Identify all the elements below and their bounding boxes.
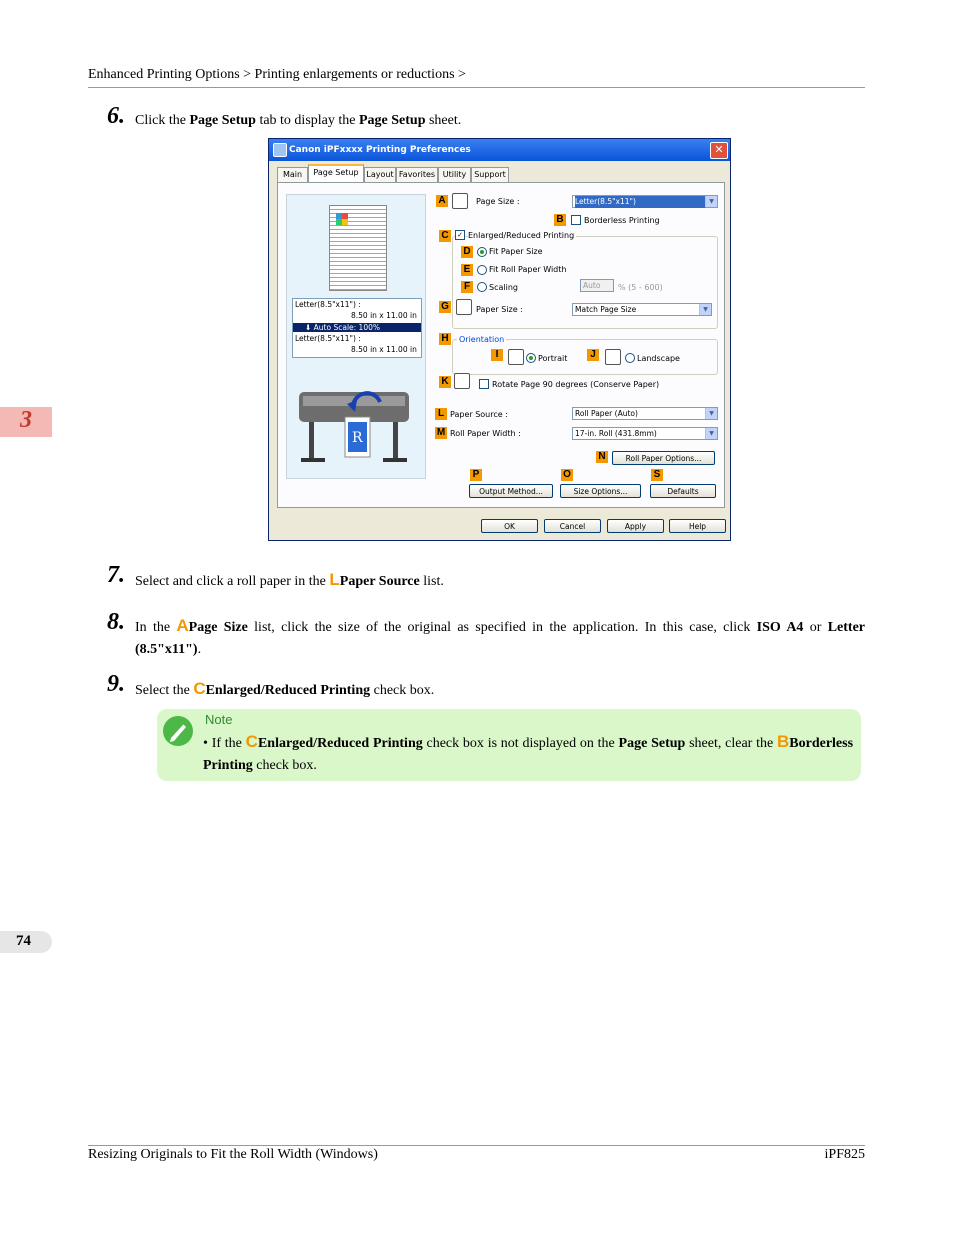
- page-preview: [329, 205, 387, 291]
- callout-letter: C: [245, 732, 258, 751]
- step-text: [135, 569, 444, 593]
- printer-illustration: [295, 372, 417, 472]
- text: In the: [135, 620, 177, 635]
- enlarged-reduced-checkbox[interactable]: ✓: [455, 230, 465, 240]
- output-method-button[interactable]: Output Method...: [469, 484, 553, 498]
- callout-b: B: [554, 214, 566, 226]
- term: Enlarged/Reduced Printing: [205, 683, 371, 698]
- chevron-down-icon: ▼: [705, 196, 717, 207]
- step-number: 6.: [107, 103, 125, 129]
- callout-d: D: [461, 246, 473, 258]
- text: check box.: [370, 683, 435, 698]
- page-number-tab: [0, 931, 52, 953]
- footer-section-title: Resizing Originals to Fit the Roll Width (Windows): [88, 1147, 378, 1162]
- text: sheet, clear the: [685, 736, 777, 751]
- text: list.: [419, 574, 444, 589]
- text: sheet.: [425, 113, 462, 128]
- fit-paper-size-label: Fit Paper Size: [489, 247, 543, 256]
- term: Enlarged/Reduced Printing: [257, 736, 423, 751]
- note-title: Note: [205, 712, 233, 727]
- callout-c: C: [439, 230, 451, 242]
- preview-area: [286, 194, 426, 479]
- portrait-icon: [508, 349, 524, 365]
- chapter-tab: [0, 407, 52, 437]
- fit-roll-width-label: Fit Roll Paper Width: [489, 265, 567, 274]
- roll-width-label: Roll Paper Width :: [450, 429, 521, 438]
- roll-paper-options-button[interactable]: Roll Paper Options...: [612, 451, 715, 465]
- term: Letter (8.5"x11"): [135, 620, 866, 657]
- term: Page Setup: [189, 113, 256, 128]
- auto-scale-label: [293, 323, 421, 332]
- rotate-checkbox[interactable]: [479, 379, 489, 389]
- note-box: [157, 709, 861, 781]
- text: If the: [211, 736, 246, 751]
- callout-g: G: [439, 301, 451, 313]
- callout-s: S: [651, 469, 663, 481]
- page-number: 74: [16, 933, 31, 949]
- borderless-checkbox[interactable]: [571, 215, 581, 225]
- header-divider: [88, 87, 865, 88]
- term: Page Setup: [618, 736, 686, 751]
- output-dimensions: 8.50 in x 11.00 in: [351, 345, 417, 354]
- step-number: 8.: [107, 609, 125, 635]
- step-text: [135, 615, 865, 661]
- callout-e: E: [461, 264, 473, 276]
- page-size-select[interactable]: [572, 195, 718, 208]
- callout-i: I: [491, 349, 503, 361]
- term: Page Setup: [358, 113, 426, 128]
- callout-k: K: [439, 376, 451, 388]
- chevron-down-icon: ▼: [705, 408, 717, 419]
- fit-roll-width-radio[interactable]: [477, 265, 487, 275]
- page-size-icon: [452, 193, 468, 209]
- page-size-label: Page Size :: [476, 197, 520, 206]
- text: Select and click a roll paper in the: [135, 574, 330, 589]
- step-text: [135, 110, 461, 132]
- text: list, click the size of the original as specified in the application. In this case, click: [247, 620, 757, 635]
- printing-preferences-dialog: [268, 138, 731, 541]
- dialog-title: Canon iPFxxxx Printing Preferences: [289, 145, 471, 155]
- callout-letter: A: [176, 616, 189, 635]
- tab-favorites[interactable]: Favorites: [396, 167, 438, 182]
- image-thumbnail-icon: [336, 213, 348, 225]
- callout-letter: L: [329, 570, 340, 589]
- callout-letter: C: [193, 679, 206, 698]
- paper-source-select[interactable]: [572, 407, 718, 420]
- paper-size-select[interactable]: [572, 303, 712, 316]
- enlarged-reduced-label: Enlarged/Reduced Printing: [468, 231, 575, 240]
- rotate-icon: [454, 373, 470, 389]
- tab-layout[interactable]: Layout: [364, 167, 396, 182]
- chapter-number: 3: [20, 407, 32, 433]
- page-size-value: Letter(8.5"x11"): [575, 196, 705, 208]
- chevron-down-icon: ▼: [705, 428, 717, 439]
- text: check box is not displayed on the: [422, 736, 619, 751]
- orientation-label: Orientation: [459, 335, 505, 344]
- breadcrumb: Enhanced Printing Options > Printing enlargements or reductions >: [88, 67, 466, 82]
- paper-source-label: Paper Source :: [450, 410, 508, 419]
- size-info-box: [292, 298, 422, 358]
- down-arrow-icon: ⬇: [305, 323, 314, 332]
- step-number: 9.: [107, 671, 125, 697]
- text: tab to display the: [255, 113, 359, 128]
- original-size-label: Letter(8.5"x11") :: [295, 300, 361, 309]
- text: .: [197, 642, 202, 657]
- callout-n: N: [596, 451, 608, 463]
- borderless-label: Borderless Printing: [584, 216, 660, 225]
- paper-source-value: Roll Paper (Auto): [575, 409, 638, 418]
- tab-page-setup[interactable]: Page Setup: [308, 164, 364, 183]
- page-setup-panel: [277, 182, 725, 508]
- note-text: [203, 731, 853, 777]
- callout-p: P: [470, 469, 482, 481]
- size-options-button[interactable]: Size Options...: [560, 484, 641, 498]
- rotate-label: Rotate Page 90 degrees (Conserve Paper): [492, 380, 660, 389]
- paper-size-label: Paper Size :: [476, 305, 523, 314]
- text: Click the: [135, 113, 190, 128]
- term: ISO A4: [756, 620, 804, 635]
- roll-width-value: 17-in. Roll (431.8mm): [575, 429, 657, 438]
- roll-width-select[interactable]: [572, 427, 718, 440]
- callout-j: J: [587, 349, 599, 361]
- footer-divider: [88, 1145, 865, 1146]
- footer-model: iPF825: [824, 1147, 865, 1162]
- text: check box.: [252, 758, 317, 773]
- ok-button[interactable]: OK: [481, 519, 538, 533]
- text: Select the: [135, 683, 194, 698]
- paper-size-icon: [456, 299, 472, 315]
- close-button[interactable]: ✕: [710, 142, 728, 159]
- callout-f: F: [461, 281, 473, 293]
- callout-l: L: [435, 408, 447, 420]
- portrait-radio[interactable]: [526, 353, 536, 363]
- scaling-label: Scaling: [489, 283, 518, 292]
- tab-utility[interactable]: Utility: [438, 167, 471, 182]
- landscape-radio[interactable]: [625, 353, 635, 363]
- term: Page Size: [188, 620, 248, 635]
- output-size-label: Letter(8.5"x11") :: [295, 334, 361, 343]
- callout-letter: B: [776, 732, 790, 751]
- callout-o: O: [561, 469, 573, 481]
- scaling-input[interactable]: Auto: [580, 279, 614, 292]
- term: Paper Source: [339, 574, 420, 589]
- callout-m: M: [436, 427, 446, 438]
- callout-a: A: [436, 195, 448, 207]
- scaling-range: % (5 - 600): [618, 283, 663, 292]
- bullet: •: [203, 736, 208, 751]
- tab-main[interactable]: Main: [277, 167, 308, 182]
- defaults-button[interactable]: Defaults: [650, 484, 716, 498]
- chevron-down-icon: ▼: [699, 304, 711, 315]
- term: Borderless Printing: [203, 736, 854, 773]
- cancel-button[interactable]: Cancel: [544, 519, 601, 533]
- fit-paper-size-radio[interactable]: [477, 247, 487, 257]
- svg-text:R: R: [352, 430, 363, 446]
- step-text: [135, 678, 434, 702]
- tab-support[interactable]: Support: [471, 167, 509, 182]
- pencil-icon: [163, 716, 193, 746]
- original-dimensions: 8.50 in x 11.00 in: [351, 311, 417, 320]
- help-button[interactable]: Help: [669, 519, 726, 533]
- text: or: [803, 620, 828, 635]
- apply-button[interactable]: Apply: [607, 519, 664, 533]
- auto-scale-value: Auto Scale: 100%: [313, 323, 380, 332]
- paper-size-value: Match Page Size: [575, 305, 637, 314]
- step-number: 7.: [107, 562, 125, 588]
- portrait-label: Portrait: [538, 354, 568, 363]
- landscape-icon: [605, 349, 621, 365]
- callout-h: H: [439, 333, 451, 345]
- printer-icon: [273, 143, 287, 157]
- title-bar: [269, 139, 730, 161]
- landscape-label: Landscape: [637, 354, 680, 363]
- scaling-radio[interactable]: [477, 282, 487, 292]
